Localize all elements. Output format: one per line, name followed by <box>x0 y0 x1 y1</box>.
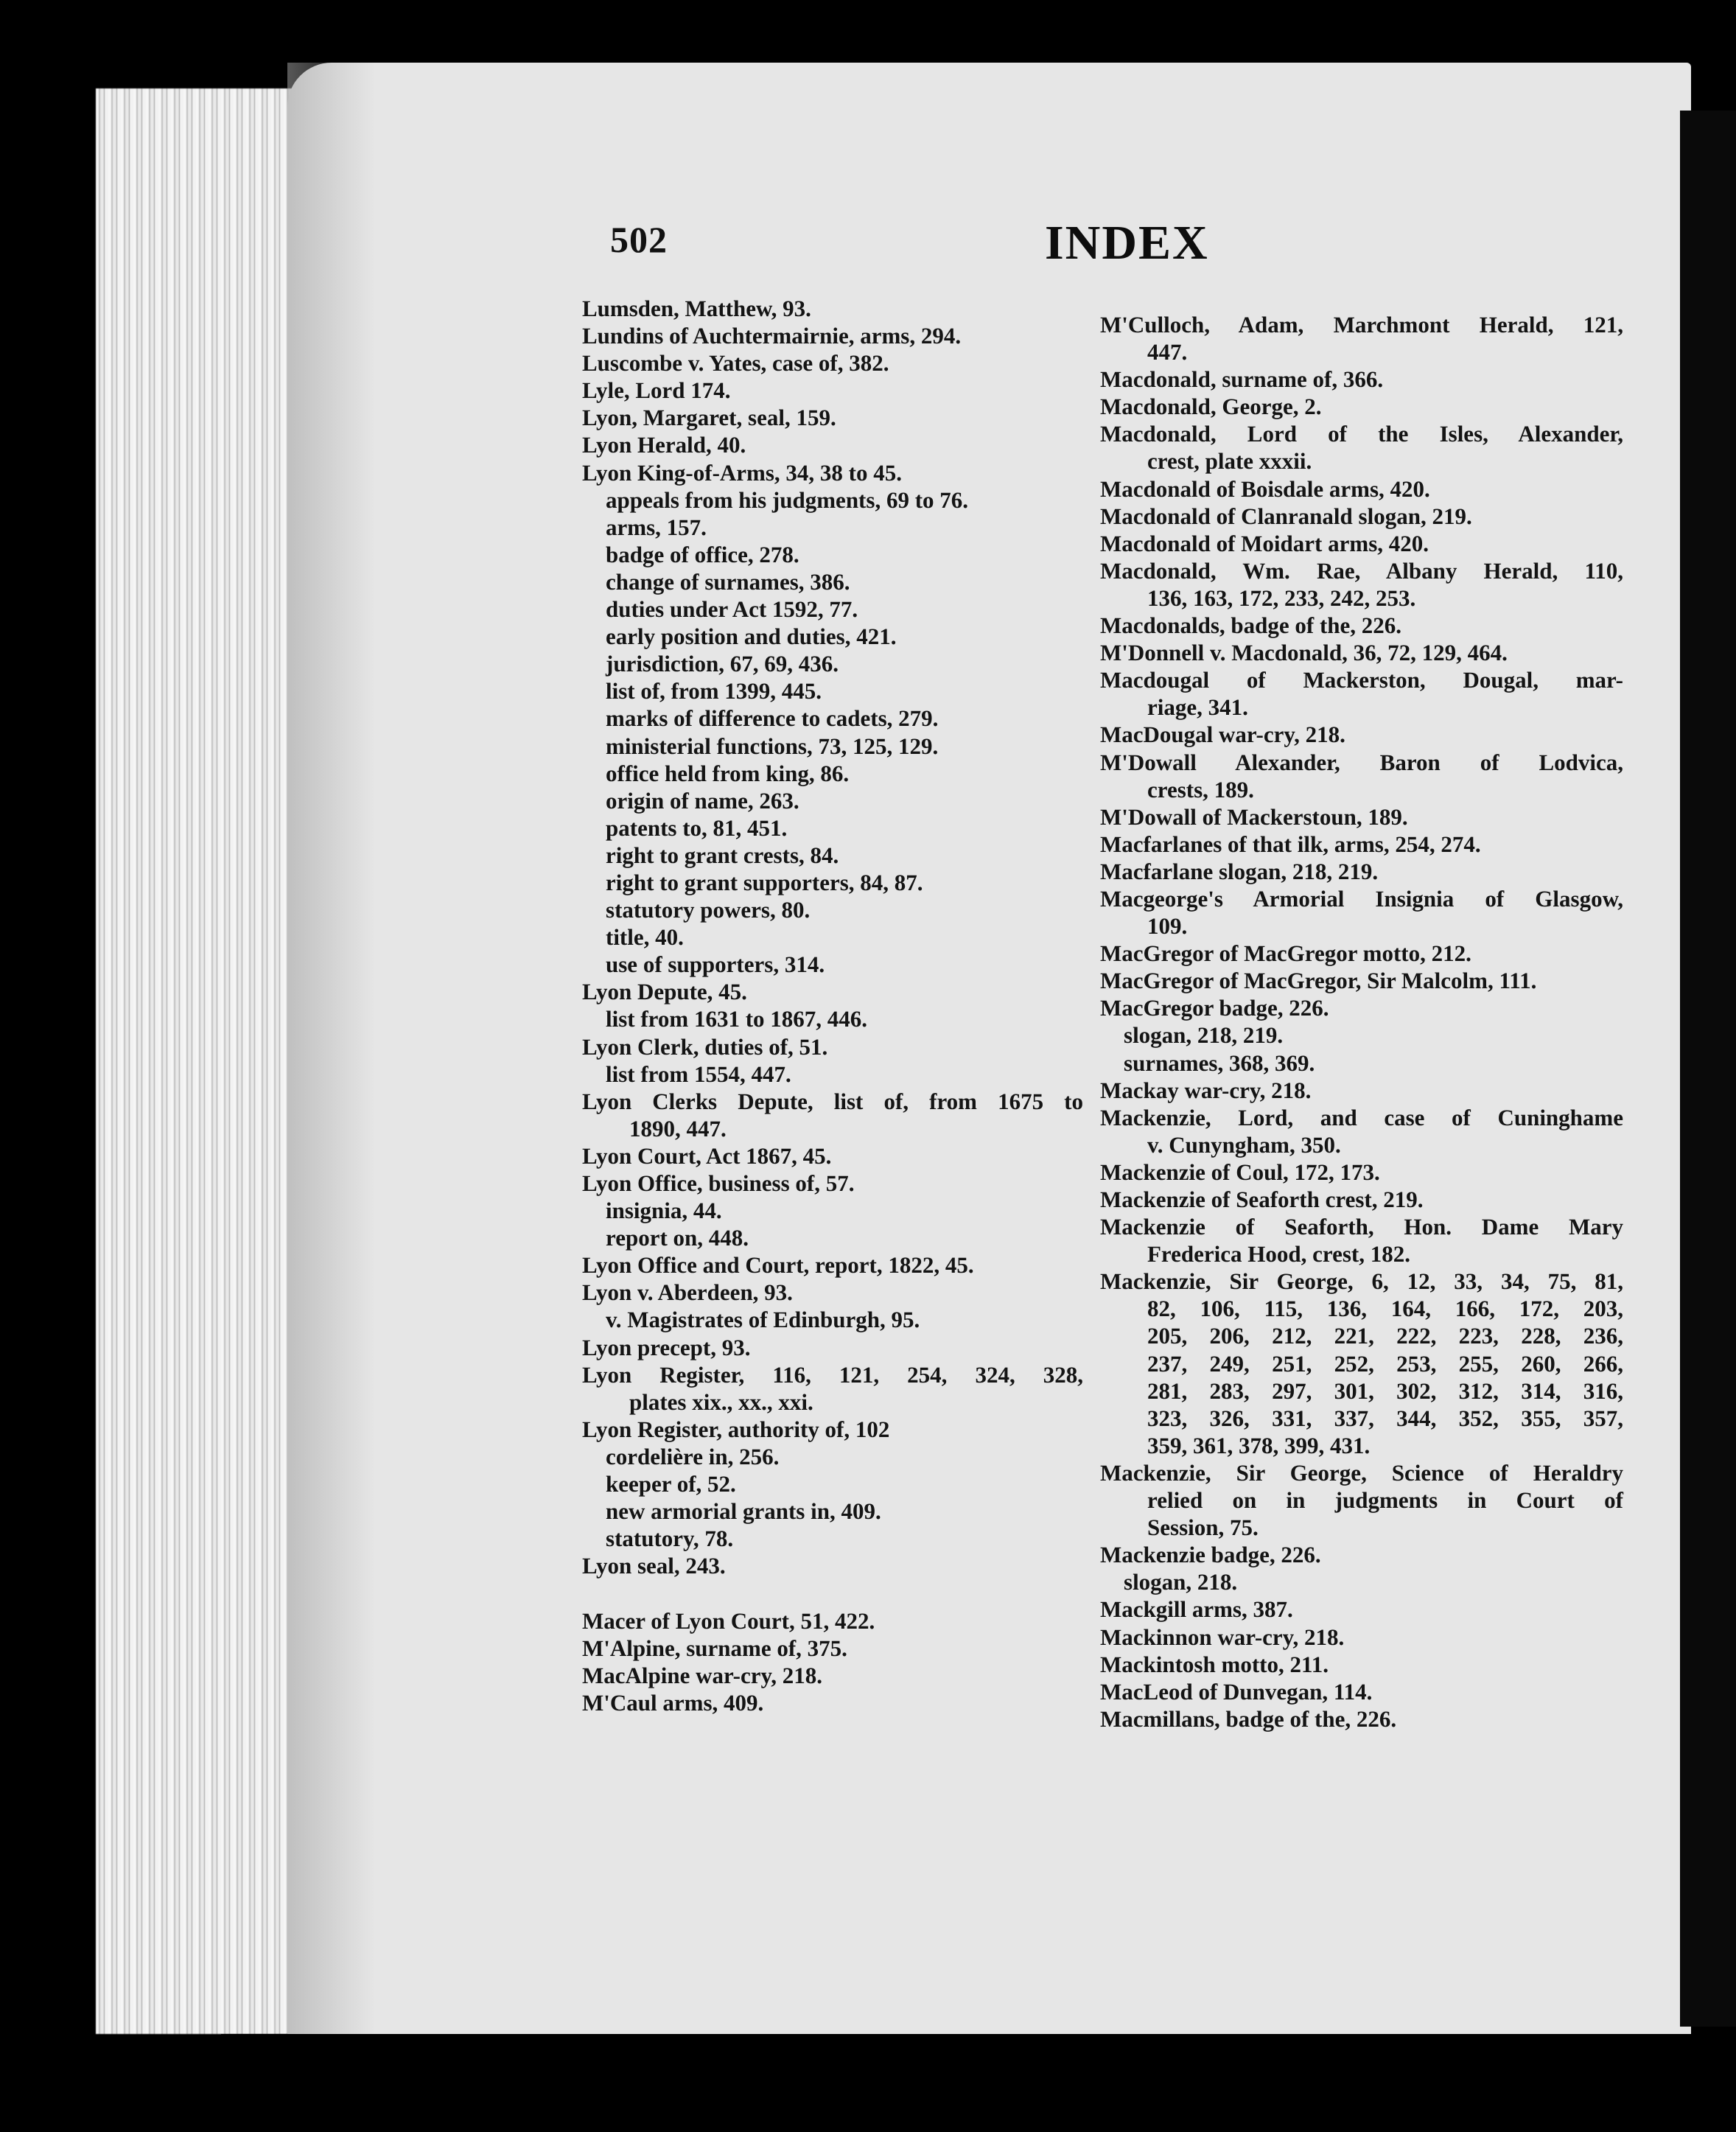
index-subentry: right to grant crests, 84. <box>606 842 839 868</box>
index-entry: Mackenzie of Seaforth, Hon. Dame Mary <box>1100 1214 1623 1240</box>
index-subentry: riage, 341. <box>1147 694 1248 721</box>
index-subentry: insignia, 44. <box>606 1198 722 1224</box>
index-entry: Macdonald of Moidart arms, 420. <box>1100 530 1429 556</box>
index-entry: MacGregor badge, 226. <box>1100 995 1329 1021</box>
index-entry: MacLeod of Dunvegan, 114. <box>1100 1678 1373 1705</box>
index-entry: Lundins of Auchtermairnie, arms, 294. <box>582 323 962 349</box>
index-subentry: 205, 206, 212, 221, 222, 223, 228, 236, <box>1147 1323 1623 1349</box>
index-entry: M'Donnell v. Macdonald, 36, 72, 129, 464. <box>1100 640 1508 666</box>
index-entry: Macdonalds, badge of the, 226. <box>1100 612 1402 639</box>
index-subentry: ministerial functions, 73, 125, 129. <box>606 733 939 759</box>
index-entry: Lyon v. Aberdeen, 93. <box>582 1279 793 1306</box>
index-entry: Mackenzie badge, 226. <box>1100 1542 1321 1568</box>
index-subentry: origin of name, 263. <box>606 787 799 814</box>
index-entry: Lyon Herald, 40. <box>582 432 746 458</box>
index-subentry: plates xix., xx., xxi. <box>629 1388 813 1415</box>
index-subentry: v. Magistrates of Edinburgh, 95. <box>606 1307 920 1333</box>
index-subentry: duties under Act 1592, 77. <box>606 596 858 623</box>
index-entry: Macgeorge's Armorial Insignia of Glasgow, <box>1100 885 1623 912</box>
index-entry: Macmillans, badge of the, 226. <box>1100 1705 1397 1732</box>
index-subentry: patents to, 81, 451. <box>606 814 788 841</box>
index-subentry: 323, 326, 331, 337, 344, 352, 355, 357, <box>1147 1405 1623 1431</box>
index-subentry: marks of difference to cadets, 279. <box>606 705 939 732</box>
index-entry: M'Caul arms, 409. <box>582 1689 764 1716</box>
index-entry: Luscombe v. Yates, case of, 382. <box>582 350 889 377</box>
index-entry: Macdonald of Clanranald slogan, 219. <box>1100 503 1472 529</box>
index-subentry: jurisdiction, 67, 69, 436. <box>606 651 839 677</box>
page-title: INDEX <box>1045 216 1209 270</box>
index-subentry: right to grant supporters, 84, 87. <box>606 869 923 895</box>
index-entry: Macer of Lyon Court, 51, 422. <box>582 1607 875 1634</box>
index-subentry: badge of office, 278. <box>606 541 799 567</box>
index-subentry: statutory, 78. <box>606 1525 734 1552</box>
index-subentry: appeals from his judgments, 69 to 76. <box>606 486 969 513</box>
index-entry: Macdougal of Mackerston, Dougal, mar- <box>1100 667 1623 693</box>
index-entry: Macdonald, Lord of the Isles, Alexander, <box>1100 421 1623 447</box>
index-entry: M'Dowall of Mackerstoun, 189. <box>1100 803 1408 830</box>
index-entry: Macdonald, surname of, 366. <box>1100 366 1384 393</box>
index-entry: Lyon Register, authority of, 102 <box>582 1416 890 1442</box>
index-subentry: keeper of, 52. <box>606 1471 736 1497</box>
index-entry: Macdonald of Boisdale arms, 420. <box>1100 475 1430 502</box>
index-entry: Lyon King-of-Arms, 34, 38 to 45. <box>582 459 902 486</box>
index-entry: Lyon Court, Act 1867, 45. <box>582 1142 832 1169</box>
index-entry: Lyon Clerks Depute, list of, from 1675 to <box>582 1088 1083 1114</box>
index-entry: Lyon Depute, 45. <box>582 979 747 1005</box>
index-subentry: list of, from 1399, 445. <box>606 678 822 705</box>
right-border <box>1680 111 1736 2027</box>
index-entry: Lyon Clerk, duties of, 51. <box>582 1033 828 1060</box>
index-column-left <box>582 295 1083 1716</box>
index-subentry: 281, 283, 297, 301, 302, 312, 314, 316, <box>1147 1377 1623 1404</box>
index-subentry: use of supporters, 314. <box>606 951 825 978</box>
index-subentry: list from 1631 to 1867, 446. <box>606 1006 868 1032</box>
index-entry: M'Dowall Alexander, Baron of Lodvica, <box>1100 749 1623 775</box>
index-subentry: 359, 361, 378, 399, 431. <box>1147 1432 1371 1458</box>
index-subentry: list from 1554, 447. <box>606 1060 791 1087</box>
index-entry: M'Culloch, Adam, Marchmont Herald, 121, <box>1100 312 1623 338</box>
index-subentry: cordelière in, 256. <box>606 1443 780 1469</box>
index-entry: Lyon seal, 243. <box>582 1553 726 1579</box>
index-subentry: 109. <box>1147 913 1188 940</box>
index-entry: Lyon, Margaret, seal, 159. <box>582 405 836 431</box>
index-entry: Lyon Register, 116, 121, 254, 324, 328, <box>582 1361 1083 1388</box>
index-subentry: title, 40. <box>606 924 684 951</box>
index-entry: Mackintosh motto, 211. <box>1100 1651 1329 1677</box>
index-entry: Lyon precept, 93. <box>582 1334 751 1360</box>
index-entry: Mackinnon war-cry, 218. <box>1100 1624 1345 1650</box>
index-subentry: crest, plate xxxii. <box>1147 448 1312 475</box>
index-subentry: slogan, 218. <box>1124 1569 1238 1595</box>
index-entry: Mackenzie of Coul, 172, 173. <box>1100 1158 1380 1185</box>
index-subentry: 136, 163, 172, 233, 242, 253. <box>1147 584 1416 611</box>
index-entry: Macdonald, George, 2. <box>1100 394 1322 420</box>
index-subentry: Session, 75. <box>1147 1514 1259 1541</box>
gutter-shadow <box>287 63 376 2052</box>
index-subentry: crests, 189. <box>1147 776 1254 803</box>
index-entry: Lyon Office, business of, 57. <box>582 1170 855 1196</box>
index-subentry: v. Cunyngham, 350. <box>1147 1131 1341 1158</box>
index-subentry: relied on in judgments in Court of <box>1147 1487 1623 1514</box>
index-entry: MacGregor of MacGregor motto, 212. <box>1100 940 1471 967</box>
index-subentry: statutory powers, 80. <box>606 897 811 923</box>
index-entry: M'Alpine, surname of, 375. <box>582 1635 847 1661</box>
index-entry: Macdonald, Wm. Rae, Albany Herald, 110, <box>1100 557 1623 584</box>
index-entry: Mackenzie of Seaforth crest, 219. <box>1100 1186 1424 1212</box>
index-subentry: Frederica Hood, crest, 182. <box>1147 1241 1410 1268</box>
index-subentry: 1890, 447. <box>629 1115 727 1142</box>
index-entry: Mackenzie, Sir George, Science of Heraldry <box>1100 1459 1623 1486</box>
index-entry: Mackenzie, Sir George, 6, 12, 33, 34, 75, 81, <box>1100 1268 1623 1295</box>
index-subentry: surnames, 368, 369. <box>1124 1049 1315 1076</box>
index-entry: Mackgill arms, 387. <box>1100 1596 1293 1623</box>
index-subentry: 82, 106, 115, 136, 164, 166, 172, 203, <box>1147 1296 1623 1322</box>
index-subentry: slogan, 218, 219. <box>1124 1022 1284 1049</box>
page-edges <box>96 88 302 2034</box>
index-subentry: change of surnames, 386. <box>606 568 850 595</box>
bottom-border <box>221 2034 1736 2132</box>
index-entry: Macfarlane slogan, 218, 219. <box>1100 858 1379 884</box>
index-gap <box>582 1579 1083 1607</box>
index-entry: Lyle, Lord 174. <box>582 377 731 404</box>
index-subentry: early position and duties, 421. <box>606 623 897 650</box>
page-number: 502 <box>610 219 668 260</box>
index-column-right <box>1100 311 1623 1733</box>
index-entry: Mackenzie, Lord, and case of Cuninghame <box>1100 1104 1623 1130</box>
index-entry: Macfarlanes of that ilk, arms, 254, 274. <box>1100 831 1481 857</box>
index-entry: Lyon Office and Court, report, 1822, 45. <box>582 1252 974 1279</box>
index-subentry: arms, 157. <box>606 514 707 540</box>
index-subentry: office held from king, 86. <box>606 760 850 786</box>
index-entry: MacDougal war-cry, 218. <box>1100 721 1345 748</box>
index-subentry: new armorial grants in, 409. <box>606 1498 881 1525</box>
index-subentry: 237, 249, 251, 252, 253, 255, 260, 266, <box>1147 1350 1623 1377</box>
index-entry: MacGregor of MacGregor, Sir Malcolm, 111. <box>1100 968 1537 994</box>
index-subentry: 447. <box>1147 339 1188 366</box>
index-entry: Mackay war-cry, 218. <box>1100 1077 1312 1103</box>
index-entry: MacAlpine war-cry, 218. <box>582 1662 822 1688</box>
index-subentry: report on, 448. <box>606 1225 749 1251</box>
index-entry: Lumsden, Matthew, 93. <box>582 296 811 321</box>
